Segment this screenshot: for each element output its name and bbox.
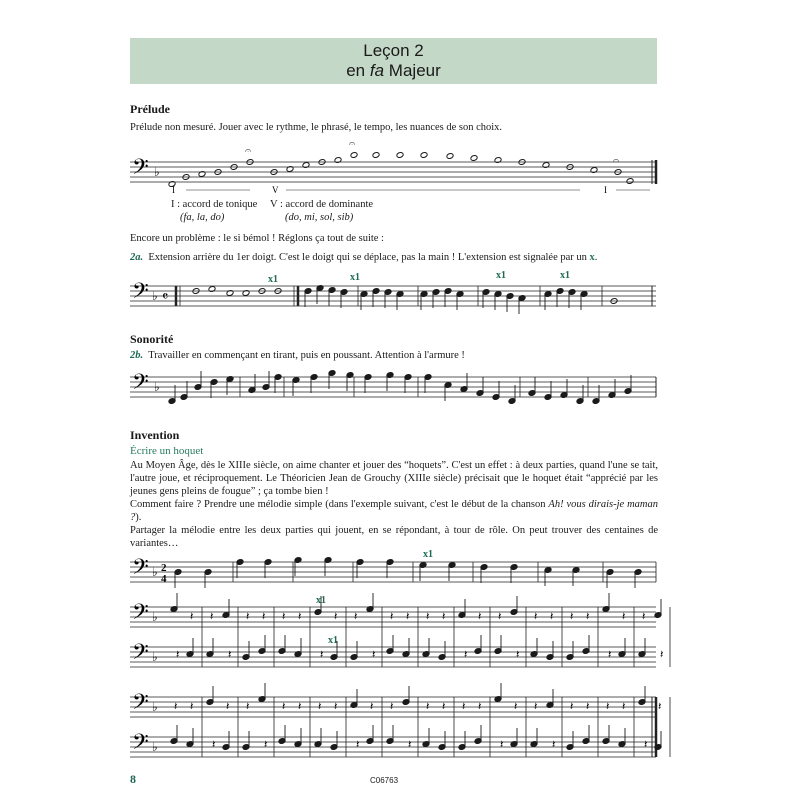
- rest-icon: 𝄽: [500, 739, 504, 751]
- rest-icon: 𝄽: [550, 611, 554, 623]
- rest-icon: 𝄽: [318, 701, 322, 713]
- invention-paragraph-3: Partager la mélodie entre les deux parties qui jouent, en se répondant, à tour de rôle. On peut trouver des centaines de variantes…: [130, 525, 658, 549]
- time-sig-bottom: 4: [161, 573, 167, 585]
- rest-icon: 𝄽: [534, 701, 538, 713]
- rest-icon: 𝄽: [644, 739, 648, 751]
- p2-start: Comment faire ? Prendre une mélodie simple (dans l'exemple suivant, c'est le début de la chanson: [130, 499, 546, 510]
- key-suffix: Majeur: [388, 61, 441, 80]
- bass-clef-icon: 𝄢: [132, 279, 149, 308]
- rest-icon: 𝄽: [462, 701, 466, 713]
- rest-icon: 𝄽: [228, 649, 232, 661]
- bass-clef-icon: 𝄢: [132, 600, 149, 629]
- flat-sign-icon: ♭: [152, 565, 158, 579]
- rest-icon: 𝄽: [298, 701, 302, 713]
- rest-icon: 𝄽: [514, 701, 518, 713]
- rest-icon: 𝄽: [478, 701, 482, 713]
- x1-marker: x1: [496, 270, 506, 281]
- rest-icon: 𝄽: [426, 701, 430, 713]
- rest-icon: 𝄽: [498, 611, 502, 623]
- x1-marker: x1: [350, 272, 360, 283]
- lesson-title-box: [130, 38, 657, 84]
- rest-icon: 𝄽: [390, 611, 394, 623]
- rest-icon: 𝄽: [608, 649, 612, 661]
- rest-icon: 𝄽: [552, 739, 556, 751]
- rest-icon: 𝄽: [190, 701, 194, 713]
- time-sig-top: 2: [161, 562, 167, 574]
- rest-icon: 𝄽: [586, 611, 590, 623]
- rest-icon: 𝄽: [586, 701, 590, 713]
- exercise-2a-staff: [128, 270, 660, 320]
- hoquet-system-2: [128, 685, 660, 765]
- p2-end: ).: [135, 512, 142, 523]
- chord-V-notes: (do, mi, sol, sib): [285, 212, 354, 223]
- flat-sign-icon: ♭: [154, 380, 160, 394]
- rest-icon: 𝄽: [642, 611, 646, 623]
- x1-marker: x1: [268, 274, 278, 285]
- exercise-2b-staff: [128, 365, 660, 415]
- rest-icon: 𝄽: [408, 739, 412, 751]
- rest-icon: 𝄽: [282, 701, 286, 713]
- bass-clef-icon: 𝄢: [132, 690, 149, 719]
- rest-icon: 𝄽: [320, 649, 324, 661]
- rest-icon: 𝄽: [570, 611, 574, 623]
- rest-icon: 𝄽: [210, 611, 214, 623]
- rest-icon: 𝄽: [390, 701, 394, 713]
- invention-subheading: Écrire un hoquet: [130, 445, 204, 457]
- rest-icon: 𝄽: [442, 701, 446, 713]
- flat-sign-icon: ♭: [152, 700, 158, 714]
- chord-V-label: V : accord de dominante: [270, 199, 374, 210]
- rest-icon: 𝄽: [370, 701, 374, 713]
- rest-icon: 𝄽: [426, 611, 430, 623]
- note-head: [494, 157, 502, 164]
- lesson-key: [130, 61, 657, 81]
- chord-V-mark: V: [272, 185, 279, 195]
- rest-icon: 𝄽: [190, 611, 194, 623]
- rest-icon: 𝄽: [356, 739, 360, 751]
- bass-clef-icon: 𝄢: [132, 555, 149, 584]
- lesson-title: Leçon 2: [363, 41, 424, 60]
- flat-sign-icon: ♭: [152, 650, 158, 664]
- rest-icon: 𝄽: [212, 739, 216, 751]
- rest-icon: 𝄽: [442, 611, 446, 623]
- bass-clef-icon: 𝄢: [132, 370, 149, 399]
- chord-I-mark: I: [172, 185, 175, 195]
- note-head: [372, 152, 380, 159]
- x1-marker: x1: [560, 270, 570, 281]
- note-head: [470, 155, 478, 162]
- rest-icon: 𝄽: [660, 649, 664, 661]
- rest-icon: 𝄽: [226, 701, 230, 713]
- note-head: [226, 290, 234, 297]
- note-head: [590, 167, 598, 174]
- exercise-2a-text: Extension arrière du 1er doigt. C'est le doigt qui se déplace, pas la main ! L'extension est signalée par un: [148, 252, 587, 263]
- prelude-staff: [128, 138, 660, 200]
- system-1-notes: [170, 593, 670, 667]
- rest-icon: 𝄽: [246, 611, 250, 623]
- x1-marker: x1: [423, 549, 433, 560]
- bass-clef-icon: 𝄢: [132, 640, 149, 669]
- invention-paragraph-1: Au Moyen Âge, dès le XIIIe siècle, on aime chanter et jouer des “hoquets”. C'est un effet : à deux parties, quand l'une se tait, l'autre joue, et réciproquement. Le Théoricien Jean de Grouchy (XIIIe siècle) précisait que le hoquet était “apprécié par les jeunes gens pleins de fougue” ; ça tombe bien !: [130, 460, 658, 497]
- rest-icon: 𝄽: [570, 701, 574, 713]
- flat-sign-icon: ♭: [152, 610, 158, 624]
- fermata-icon: 𝄐: [613, 155, 620, 167]
- exercise-2b-line: [130, 350, 465, 362]
- flat-sign-icon: ♭: [154, 165, 160, 179]
- rest-icon: 𝄽: [372, 649, 376, 661]
- exercise-2a-number: 2a.: [130, 252, 144, 263]
- exercise-2b-number: 2b.: [130, 350, 144, 361]
- key-note: fa: [369, 61, 385, 80]
- note-head: [242, 290, 250, 297]
- system-2-notes: [170, 683, 670, 757]
- key-prefix: en: [346, 61, 366, 80]
- x1-marker: x1: [316, 595, 326, 606]
- rest-icon: 𝄽: [354, 611, 358, 623]
- melody-staff: [128, 550, 660, 590]
- fermata-icon: 𝄐: [245, 145, 252, 157]
- rest-icon: 𝄽: [262, 611, 266, 623]
- rest-icon: 𝄽: [282, 611, 286, 623]
- bass-clef-icon: 𝄢: [132, 155, 149, 184]
- rest-icon: 𝄽: [406, 611, 410, 623]
- problem-text: Encore un problème : le si bémol ! Réglons ça tout de suite :: [130, 233, 384, 244]
- rest-icon: 𝄽: [176, 649, 180, 661]
- note-head: [396, 152, 404, 159]
- exercise-2a-end: .: [594, 252, 598, 263]
- rest-icon: 𝄽: [246, 701, 250, 713]
- prelude-notes: [168, 138, 634, 187]
- rest-icon: 𝄽: [622, 701, 626, 713]
- publisher-code: C06763: [370, 776, 399, 785]
- rest-icon: 𝄽: [534, 611, 538, 623]
- common-time-icon: 𝄴: [162, 290, 169, 305]
- invention-heading: Invention: [130, 428, 180, 442]
- rest-icon: 𝄽: [606, 701, 610, 713]
- fermata-icon: 𝄐: [349, 138, 356, 150]
- flat-sign-icon: ♭: [152, 740, 158, 754]
- chord-I-end-mark: I: [604, 185, 607, 195]
- rest-icon: 𝄽: [516, 649, 520, 661]
- note-head: [198, 171, 206, 178]
- extension-marker: x: [589, 252, 595, 263]
- rest-icon: 𝄽: [298, 611, 302, 623]
- note-head: [420, 152, 428, 159]
- note-head: [286, 166, 294, 173]
- rest-icon: 𝄽: [334, 611, 338, 623]
- note-head: [350, 152, 358, 159]
- flat-sign-icon: ♭: [152, 289, 158, 303]
- exercise-2a-notes: [192, 285, 618, 314]
- exercise-2b-text: Travailler en commençant en tirant, puis en poussant. Attention à l'armure !: [148, 350, 465, 361]
- rest-icon: 𝄽: [264, 739, 268, 751]
- hoquet-system-1: [128, 595, 664, 675]
- sonorite-heading: Sonorité: [130, 332, 174, 346]
- x1-marker: x1: [328, 635, 338, 646]
- rest-icon: 𝄽: [174, 701, 178, 713]
- rest-icon: 𝄽: [334, 701, 338, 713]
- bass-clef-icon: 𝄢: [132, 730, 149, 759]
- note-head: [208, 286, 216, 293]
- rest-icon: 𝄽: [464, 649, 468, 661]
- prelude-instruction: Prélude non mesuré. Jouer avec le rythme, le phrasé, le tempo, les nuances de son choix.: [130, 122, 503, 133]
- staff-lines: [130, 162, 656, 182]
- note-head: [302, 162, 310, 169]
- note-head: [542, 162, 550, 169]
- rest-icon: 𝄽: [622, 611, 626, 623]
- page-number: 8: [130, 772, 136, 786]
- note-head: [334, 157, 342, 164]
- chord-I-notes: (fa, la, do): [180, 212, 225, 223]
- rest-icon: 𝄽: [658, 701, 662, 713]
- rest-icon: 𝄽: [478, 611, 482, 623]
- exercise-2a-line: [130, 252, 597, 264]
- note-head: [626, 178, 634, 185]
- prelude-heading: Prélude: [130, 102, 170, 116]
- note-head: [446, 153, 454, 160]
- chord-I-label: I : accord de tonique: [171, 199, 258, 210]
- song-title: Ah! vous dirais-je maman ?: [130, 499, 659, 523]
- invention-paragraph-2: [130, 498, 658, 524]
